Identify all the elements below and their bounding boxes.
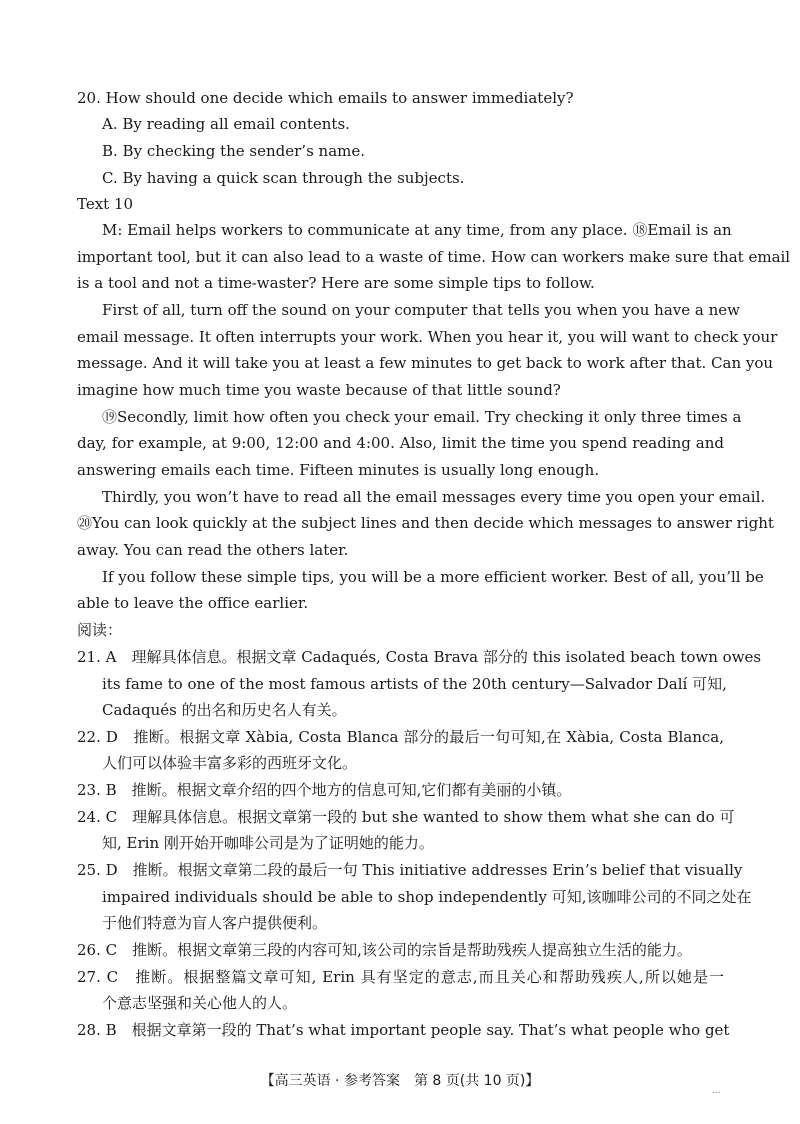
answer-line: 个意志坚强和关心他人的人。 [102, 994, 298, 1012]
answer-line: Cadaqués 的出名和历史名人有关。 [102, 701, 347, 719]
answer-line: 于他们特意为盲人客户提供便利。 [102, 914, 328, 932]
answer-line: 27. C 推断。根据整篇文章可知, Erin 具有坚定的意志,而且关心和帮助残疾人,所以她是一 [77, 968, 724, 986]
reading-heading: 阅读： [77, 621, 123, 639]
transcript-line: day, for example, at 9:00, 12:00 and 4:00. Also, limit the time you spend reading and [77, 434, 724, 452]
transcript-line: ⑲Secondly, limit how often you check your email. Try checking it only three times a [102, 408, 742, 426]
transcript-line: away. You can read the others later. [77, 541, 349, 559]
answer-line: 知, Erin 刚开始开咖啡公司是为了证明她的能力。 [102, 834, 434, 852]
transcript-line: is a tool and not a time-waster? Here are some simple tips to follow. [77, 274, 595, 292]
answer-line: 22. D 推断。根据文章 Xàbia, Costa Blanca 部分的最后一句可知,在 Xàbia, Costa Blanca, [77, 728, 724, 746]
answer-line: its fame to one of the most famous artists of the 20th century—Salvador Dalí 可知, [102, 675, 727, 693]
transcript-line: message. And it will take you at least a few minutes to get back to work after that. Can you [77, 354, 774, 372]
transcript-line: email message. It often interrupts your work. When you hear it, you will want to check your [77, 328, 778, 346]
transcript-line: First of all, turn off the sound on your computer that tells you when you have a new [102, 301, 740, 319]
answer-line: 21. A 理解具体信息。根据文章 Cadaqués, Costa Brava 部分的 this isolated beach town owes [77, 648, 762, 666]
page-footer: 【高三英语 · 参考答案 第 8 页(共 10 页)】 [260, 1073, 540, 1089]
transcript-line: important tool, but it can also lead to a waste of time. How can workers make sure that email [77, 248, 791, 266]
transcript-line: able to leave the office earlier. [77, 594, 309, 612]
question-20-option-a: A. By reading all email contents. [102, 115, 350, 133]
question-20-option-c: C. By having a quick scan through the subjects. [102, 169, 465, 187]
transcript-line: imagine how much time you waste because of that little sound? [77, 381, 561, 399]
transcript-line: M: Email helps workers to communicate at any time, from any place. ⑱Email is an [102, 221, 732, 239]
transcript-line: answering emails each time. Fifteen minutes is usually long enough. [77, 461, 600, 479]
transcript-line: Thirdly, you won’t have to read all the email messages every time you open your email. [102, 488, 766, 506]
text-10-heading: Text 10 [77, 195, 134, 213]
question-20-stem: 20. How should one decide which emails to answer immediately? [77, 89, 574, 107]
question-20-option-b: B. By checking the sender’s name. [102, 142, 366, 160]
transcript-line: If you follow these simple tips, you will be a more efficient worker. Best of all, you’ll be [102, 568, 764, 586]
transcript-line: ⑳You can look quickly at the subject lines and then decide which messages to answer right [77, 514, 774, 532]
page-corner-mark: ... [712, 1086, 721, 1096]
answer-line: impaired individuals should be able to shop independently 可知,该咖啡公司的不同之处在 [102, 888, 752, 906]
answer-line: 23. B 推断。根据文章介绍的四个地方的信息可知,它们都有美丽的小镇。 [77, 781, 572, 799]
answer-line: 人们可以体验丰富多彩的西班牙文化。 [102, 754, 358, 772]
answer-line: 24. C 理解具体信息。根据文章第一段的 but she wanted to show them what she can do 可 [77, 808, 735, 826]
answer-line: 26. C 推断。根据文章第三段的内容可知,该公司的宗旨是帮助残疾人提高独立生活的能力。 [77, 941, 692, 959]
answer-line: 28. B 根据文章第一段的 That’s what important people say. That’s what people who get [77, 1021, 730, 1039]
answer-line: 25. D 推断。根据文章第二段的最后一句 This initiative addresses Erin’s belief that visually [77, 861, 743, 879]
